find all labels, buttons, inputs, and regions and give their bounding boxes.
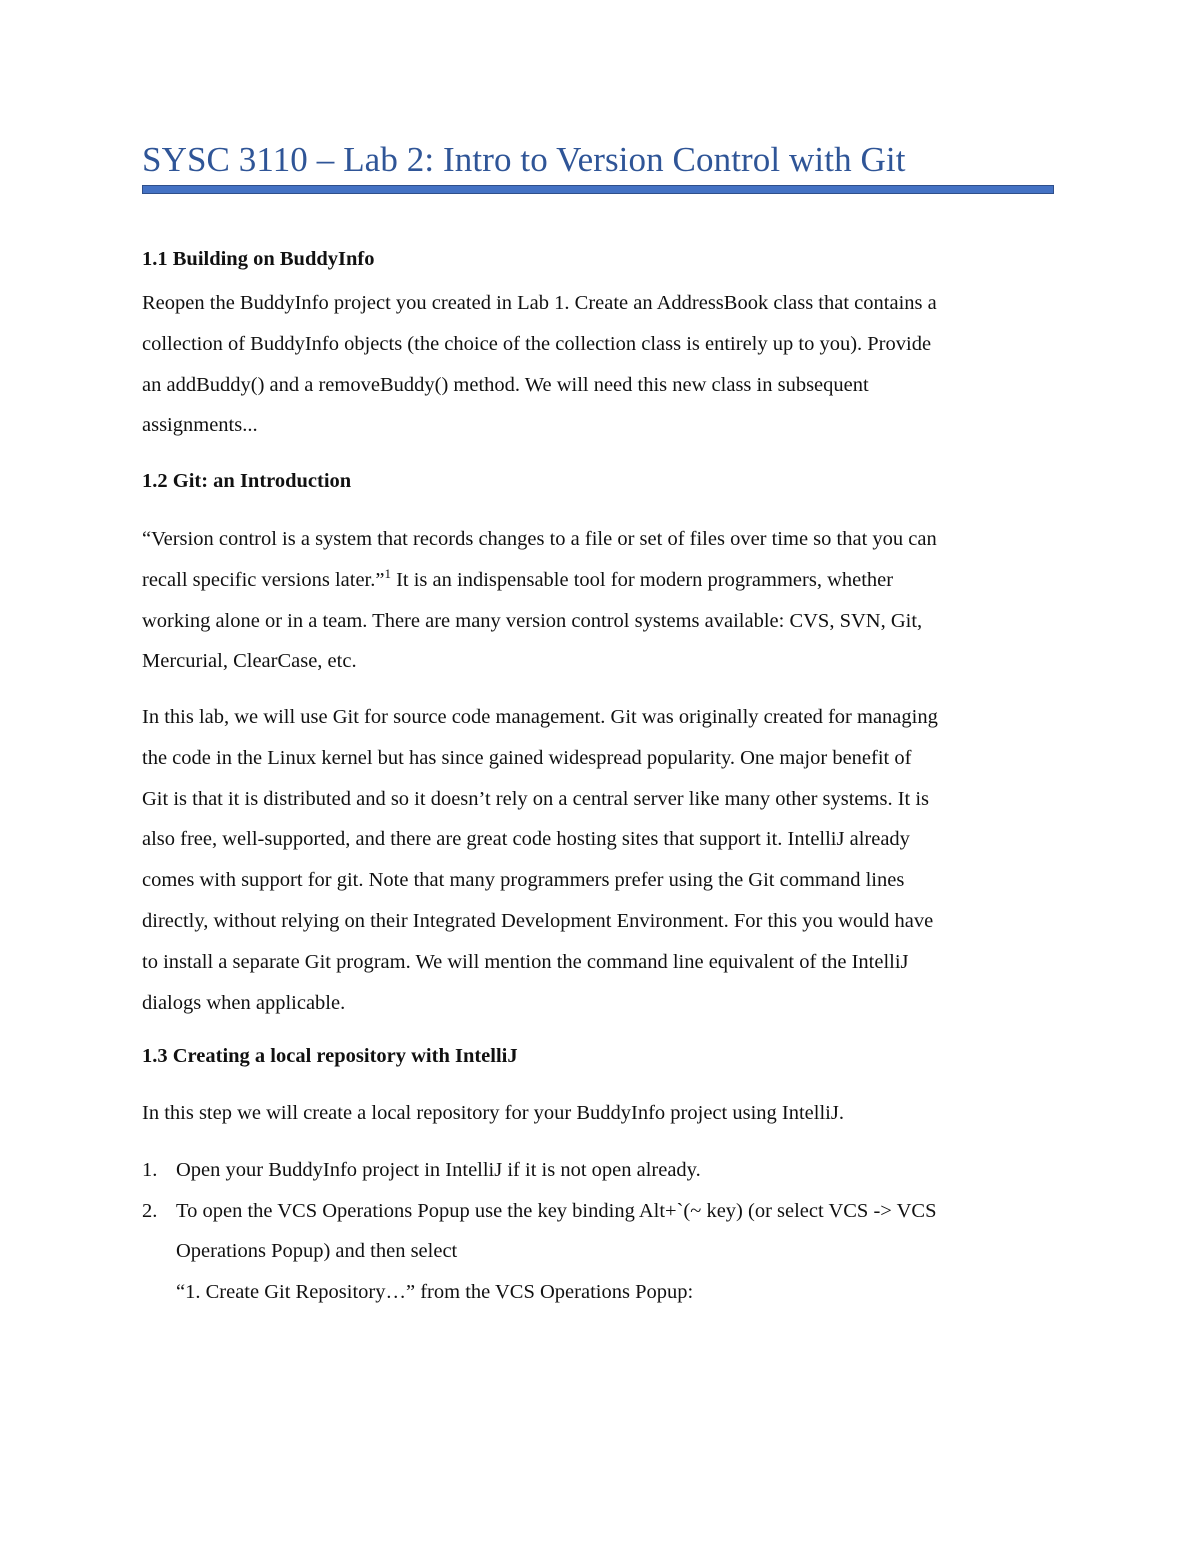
paragraph-line: Git is that it is distributed and so it doesn’t rely on a central server like many other systems. It is [142, 787, 930, 810]
paragraph-line: dialogs when applicable. [142, 991, 346, 1014]
section-heading-1-3: 1.3 Creating a local repository with IntelliJ [142, 1045, 518, 1067]
list-item-text: “1. Create Git Repository…” from the VCS Operations Popup: [176, 1280, 694, 1303]
list-item-text: To open the VCS Operations Popup use the key binding Alt+`(~ key) (or select VCS -> VCS [176, 1199, 937, 1222]
paragraph-line [142, 560, 1056, 601]
paragraph-line: Mercurial, ClearCase, etc. [142, 650, 357, 673]
section-heading-1-1: 1.1 Building on BuddyInfo [142, 248, 375, 270]
paragraph-line: working alone or in a team. There are many version control systems available: CVS, SVN, Git, [142, 609, 923, 632]
paragraph-line: directly, without relying on their Integrated Development Environment. For this you would have [142, 909, 934, 932]
document-title: SYSC 3110 – Lab 2: Intro to Version Control with Git [142, 140, 906, 179]
section-1-2-paragraph-1 [142, 519, 1056, 682]
title-underline-rule [142, 185, 1054, 194]
paragraph-line: the code in the Linux kernel but has since gained widespread popularity. One major benefit of [142, 746, 912, 769]
section-1-2-paragraph-2 [142, 697, 1056, 1023]
paragraph-line: collection of BuddyInfo objects (the choice of the collection class is entirely up to you). Provide [142, 332, 932, 355]
quote-continuation-text: It is an indispensable tool for modern programmers, whether [390, 568, 894, 591]
steps-list [142, 1150, 936, 1312]
footnote-marker[interactable]: 1 [384, 565, 391, 581]
section-heading-1-2: 1.2 Git: an Introduction [142, 470, 352, 492]
list-item-text: Operations Popup) and then select [176, 1240, 458, 1262]
list-item [142, 1191, 936, 1313]
list-item-number: 2. [142, 1199, 158, 1222]
paragraph-line: comes with support for git. Note that many programmers prefer using the Git command lines [142, 869, 905, 892]
list-item-text: Open your BuddyInfo project in IntelliJ if it is not open already. [176, 1159, 701, 1181]
paragraph-line: to install a separate Git program. We will mention the command line equivalent of the IntelliJ [142, 950, 909, 973]
section-1-1-paragraph [142, 283, 1056, 446]
paragraph-line: assignments... [142, 414, 258, 437]
paragraph-line: Reopen the BuddyInfo project you created in Lab 1. Create an AddressBook class that contains a [142, 292, 937, 314]
paragraph-line: “Version control is a system that records changes to a file or set of files over time so that you can [142, 528, 937, 550]
paragraph-line: In this step we will create a local repository for your BuddyInfo project using IntelliJ. [142, 1102, 844, 1124]
quote-end-text: recall specific versions later.” [142, 568, 385, 591]
paragraph-line: In this lab, we will use Git for source code management. Git was originally created for managing [142, 706, 938, 728]
paragraph-line: also free, well-supported, and there are great code hosting sites that support it. IntelliJ already [142, 828, 910, 851]
paragraph-line: an addBuddy() and a removeBuddy() method. We will need this new class in subsequent [142, 373, 869, 396]
section-1-3-paragraph [142, 1093, 1056, 1134]
list-item [142, 1150, 936, 1191]
list-item-number: 1. [142, 1159, 158, 1181]
